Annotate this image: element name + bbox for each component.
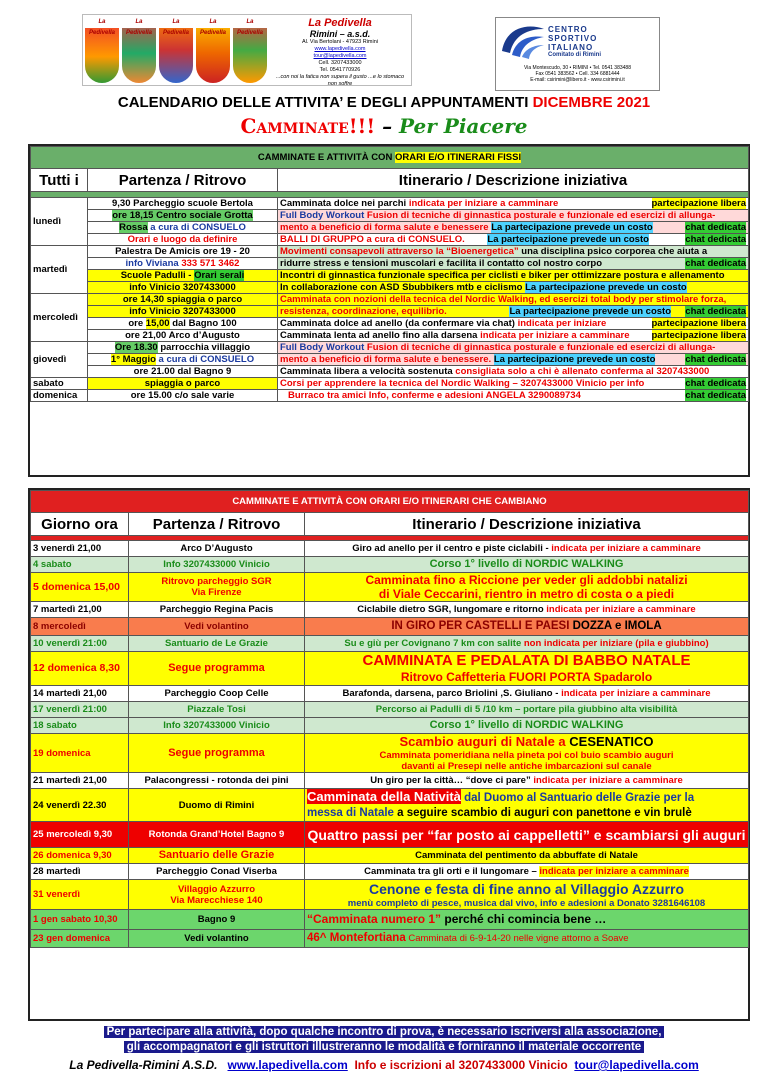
pedivella-logo: La Pedivella La Pedivella La Pedivella La Pedivella La Pedivella La Pedivella Rimini – a.s.d. Al. Via Bertolani - 47923 Rimini www.lapedivella.com tour@lapedivella.com Cell. 3207433000 Tel. 0541770926 ...con noi la fatica non supera il gusto ...e lo stomaco non soffre	[82, 14, 412, 86]
table-row: info Vinicio 3207433000 In collaborazione con ASD Sbubbikers mtb e ciclismo La partecipazione prevede un costo	[31, 282, 749, 294]
table-row: domenica ore 15.00 c/o sale varie Burraco tra amici Info, conferme e adesioni ANGELA 3290089734 chat dedicata	[31, 390, 749, 402]
footer-contacts: La Pedivella-Rimini A.S.D. www.lapedivella.com Info e iscrizioni al 3207433000 Vinicio tour@lapedivella.com	[69, 1058, 699, 1072]
table-row: mercoledì ore 14,30 spiaggia o parco Camminata con nozioni della tecnica del Nordic Walking, ed esercizi total body per stimolare forza,	[31, 294, 749, 306]
variable-section-header: CAMMINATE E ATTIVITÀ CON ORARI E/O ITINERARI CHE CAMBIANO	[31, 491, 749, 513]
table-row: 5 domenica 15,00 Ritrovo parcheggio SGR Via Firenze Camminata fino a Riccione per veder gli addobbi natalizi di Viale Ceccarini, rientro in metro di costa o a piedi	[31, 573, 749, 602]
table-row: ore 15,00 dal Bagno 100 Camminata dolce ad anello (da confermare via chat) indicata per iniziare partecipazione libera	[31, 318, 749, 330]
fixed-schedule-table	[28, 144, 750, 477]
table-row: Rossa a cura di CONSUELO mento a beneficio di forma salute e benessere La partecipazione prevede un costo chat dedicata	[31, 222, 749, 234]
page-title: CALENDARIO DELLE ATTIVITA’ E DEGLI APPUNTAMENTI DICEMBRE 2021	[117, 94, 651, 111]
table-row: 8 mercoledì Vedi volantino IN GIRO PER CASTELLI E PAESI DOZZA e IMOLA	[31, 618, 749, 636]
table-row: 1° Maggio a cura di CONSUELO mento a beneficio di forma salute e benessere. La partecipazione prevede un costo chat dedicata	[31, 354, 749, 366]
pedivella-mail-link[interactable]: tour@lapedivella.com	[313, 53, 367, 59]
table-row: giovedì Ore 18.30 parrocchia villaggio Full Body Workout Fusion di tecniche di ginnastica posturale e funzionale ed esercizi di allunga-	[31, 342, 749, 354]
pedivella-badge-icon: La Pedivella	[159, 17, 193, 83]
page-subtitle: Camminate!!! – Per Piacere	[240, 114, 528, 138]
pedivella-badge-icon: La Pedivella	[122, 17, 156, 83]
header	[0, 0, 768, 140]
table-row: Scuole Padulli - Orari serali Incontri di ginnastica funzionale specifica per ciclisti e biker per ottimizzare postura e allenamento	[31, 270, 749, 282]
csi-logo: CENTRO SPORTIVO ITALIANO Comitato di Rimini Via Montescudo, 30 • RIMINI • Tel. 0541 383488 Fax 0541 383562 • Cell. 334 6881444 E-mail: csirimini@libero.it - www.csirimini.it	[495, 17, 660, 91]
footer-mail-link[interactable]: tour@lapedivella.com	[574, 1058, 699, 1072]
table-row: sabato spiaggia o parco Corsi per apprendere la tecnica del Nordic Walking – 3207433000 Vinicio per info chat dedicata	[31, 378, 749, 390]
table-row: 28 martedì Parcheggio Conad Viserba Camminata tra gli orti e il lungomare – indicata per iniziare a camminare	[31, 864, 749, 880]
pedivella-badge-icon: La Pedivella	[233, 17, 267, 83]
pedivella-badge-icon: La Pedivella	[85, 17, 119, 83]
table-row: 7 martedì 21,00 Parcheggio Regina Pacis Ciclabile dietro SGR, lungomare e ritorno indicata per iniziare a camminare	[31, 602, 749, 618]
table-row: 31 venerdì Villaggio Azzurro Via Marecchiese 140 Cenone e festa di fine anno al Villaggio Azzurro menù completo di pesce, musica dal vivo, info e adesioni a Donato 3281646108	[31, 880, 749, 910]
table-row: 1 gen sabato 10,30 Bagno 9 “Camminata numero 1” perché chi comincia bene …	[31, 910, 749, 930]
table-row: martedì Palestra De Amicis ore 19 - 20 Movimenti consapevoli attraverso la “Bioenergetica” una disciplina psico corporea che aiuta a	[31, 246, 749, 258]
table-row: 24 venerdì 22.30 Duomo di Rimini Camminata della Natività dal Duomo al Santuario delle Grazie per la messa di Natale a seguire scambio di auguri con panettone e vin brulè	[31, 789, 749, 822]
table-row: 18 sabato Info 3207433000 Vinicio Corso 1° livello di NORDIC WALKING	[31, 718, 749, 734]
fixed-section-header: CAMMINATE E ATTIVITÀ CON ORARI E/O ITINERARI FISSI	[31, 147, 749, 169]
table-row: info Viviana 333 571 3462 ridurre stress e tensioni muscolari e facilita il contatto col nostro corpo chat dedicata	[31, 258, 749, 270]
footer-notice: Per partecipare alla attività, dopo qualche incontro di prova, è necessario iscriversi alla associazione, gli accompagnatori e gli istruttori illustreranno le modalità e forniranno il materiale occorrente	[0, 1025, 768, 1055]
table-row: 26 domenica 9,30 Santuario delle Grazie Camminata del pentimento da abbuffate di Natale	[31, 848, 749, 864]
col-start: Partenza / Ritrovo	[129, 513, 305, 536]
table-row: 10 venerdì 21:00 Santuario de Le Grazie Su e giù per Covignano 7 km con salite non indicata per iniziare (pila e giubbino)	[31, 636, 749, 652]
table-row: ore 21.00 dal Bagno 9 Camminata libera a velocità sostenuta consigliata solo a chi è allenato conferma al 3207433000	[31, 366, 749, 378]
table-row: Orari e luogo da definire BALLI DI GRUPPO a cura di CONSUELO. La partecipazione prevede un costo chat dedicata	[31, 234, 749, 246]
variable-schedule-table	[28, 488, 750, 1021]
table-row: 23 gen domenica Vedi volantino 46^ Montefortiana Camminata di 6-9-14-20 nelle vigne attorno a Soave	[31, 930, 749, 948]
pedivella-title: La Pedivella	[308, 17, 372, 29]
footer-web-link[interactable]: www.lapedivella.com	[227, 1058, 348, 1072]
table-row: 19 domenica Segue programma Scambio auguri di Natale a CESENATICO Camminata pomeridiana nella pineta poi col buio scambio auguri davanti ai Presepi nelle antiche imbarcazioni sul canale	[31, 734, 749, 773]
table-row: 21 martedì 21,00 Palacongressi - rotonda dei pini Un giro per la città… “dove ci pare” indicata per iniziare a camminare	[31, 773, 749, 789]
table-row: 12 domenica 8,30 Segue programma CAMMINATA E PEDALATA DI BABBO NATALE Ritrovo Caffetteria FUORI PORTA Spadarolo	[31, 652, 749, 686]
col-start: Partenza / Ritrovo	[88, 169, 278, 192]
table-row: lunedì 9,30 Parcheggio scuole Bertola Camminata dolce nei parchi indicata per iniziare a camminare partecipazione libera	[31, 198, 749, 210]
csi-logo-icon	[498, 21, 548, 61]
table-row: ore 21,00 Arco d’Augusto Camminata lenta ad anello fino alla darsena indicata per iniziare a camminare partecipazione libera	[31, 330, 749, 342]
table-row: 14 martedì 21,00 Parcheggio Coop Celle Barafonda, darsena, parco Briolini ,S. Giuliano - indicata per iniziare a camminare	[31, 686, 749, 702]
pedivella-badge-icon: La Pedivella	[196, 17, 230, 83]
col-itinerary: Itinerario / Descrizione iniziativa	[278, 169, 749, 192]
table-row: info Vinicio 3207433000 resistenza, coordinazione, equilibrio. La partecipazione prevede un costo chat dedicata	[31, 306, 749, 318]
table-row: 17 venerdì 21:00 Piazzale Tosi Percorso ai Padulli di 5 /10 km – portare pila giubbino alta visibilità	[31, 702, 749, 718]
table-row: 3 venerdì 21,00 Arco D’Augusto Giro ad anello per il centro e piste ciclabili - indicata per iniziare a camminare	[31, 541, 749, 557]
table-row: 4 sabato Info 3207433000 Vinicio Corso 1° livello di NORDIC WALKING	[31, 557, 749, 573]
col-day: Tutti i	[31, 169, 88, 192]
col-itinerary: Itinerario / Descrizione iniziativa	[305, 513, 749, 536]
pedivella-web-link[interactable]: www.lapedivella.com	[314, 46, 366, 52]
table-row: 25 mercoledì 9,30 Rotonda Grand’Hotel Bagno 9 Quattro passi per “far posto ai cappelletti” e scambiarsi gli auguri	[31, 822, 749, 848]
col-day-time: Giorno ora	[31, 513, 129, 536]
table-row: ore 18,15 Centro sociale Grotta Full Body Workout Fusion di tecniche di ginnastica posturale e funzionale ed esercizi di allunga-	[31, 210, 749, 222]
